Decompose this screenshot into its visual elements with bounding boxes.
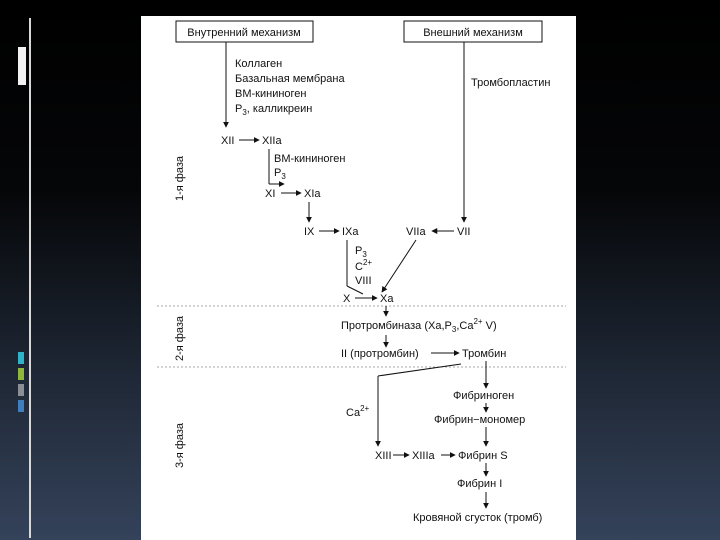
cofactor-hmw-kininogen: ВМ-кининоген — [274, 153, 346, 165]
factor-ix: IX — [304, 226, 315, 238]
factor-xia: XIa — [304, 188, 321, 200]
factor-vii: VII — [457, 226, 471, 238]
factor-xiiia: XIIIa — [412, 450, 435, 462]
factor-x: X — [343, 293, 351, 305]
decor-bar-blue — [18, 400, 24, 412]
factor-xa: Xa — [380, 293, 394, 305]
cofactor-p3-b: $Р_3$ — [355, 245, 367, 259]
fibrinogen-label: Фибриноген — [453, 390, 515, 402]
decor-bar-green — [18, 368, 24, 380]
factor-viia: VIIa — [406, 226, 426, 238]
decor-bar-white — [29, 18, 31, 538]
thromboplastin-label: Тромбопластин — [471, 77, 551, 89]
cofactor-ca2: $C^{2+}$ — [355, 258, 373, 273]
line-thrombin-to-xiii — [378, 364, 461, 376]
phase-3-label: 3-я фаза — [174, 423, 186, 468]
cofactor-viii: VIII — [355, 275, 372, 287]
decor-bar-grey — [18, 384, 24, 396]
coagulation-cascade — [141, 16, 576, 540]
factor-xiii: XIII — [375, 450, 392, 462]
thrombin-label: Тромбин — [462, 348, 507, 360]
phase-2-label: 2-я фаза — [174, 316, 186, 361]
activator-hmw-kininogen: ВМ-кининоген — [235, 88, 307, 100]
coagulation-diagram — [141, 16, 576, 540]
prothrombin-label: II (протромбин) — [341, 348, 419, 360]
arrow-viia-to-xa — [382, 240, 416, 292]
decor-bar-cyan — [18, 352, 24, 364]
prothrombinase-label: Протромбиназа ($Xa,Р_3,Ca^{2+}$ V) — [341, 317, 497, 334]
intrinsic-label: Внутренний механизм — [187, 27, 301, 39]
fibrin-s-label: Фибрин S — [458, 450, 508, 462]
fibrin-monomer-label: Фибрин−мономер — [434, 414, 526, 426]
activator-collagen: Коллаген — [235, 58, 283, 70]
activator-p3-kallikrein: $Р_3$, калликреин — [235, 103, 313, 117]
factor-xi: XI — [265, 188, 276, 200]
extrinsic-label: Внешний механизм — [423, 27, 523, 39]
phase-1-label: 1-я фаза — [174, 156, 186, 201]
factor-xii: XII — [221, 135, 235, 147]
clot-label: Кровяной сгусток (тромб) — [413, 512, 543, 524]
decor-bar-white-thick — [18, 47, 26, 85]
factor-ixa: IXa — [342, 226, 359, 238]
factor-xiia: XIIa — [262, 135, 282, 147]
fibrin-i-label: Фибрин I — [457, 478, 503, 490]
ca2-label: $Ca^{2+}$ — [346, 404, 370, 419]
activator-basement-membrane: Базальная мембрана — [235, 73, 345, 85]
cofactor-p3-a: $Р_3$ — [274, 167, 286, 181]
